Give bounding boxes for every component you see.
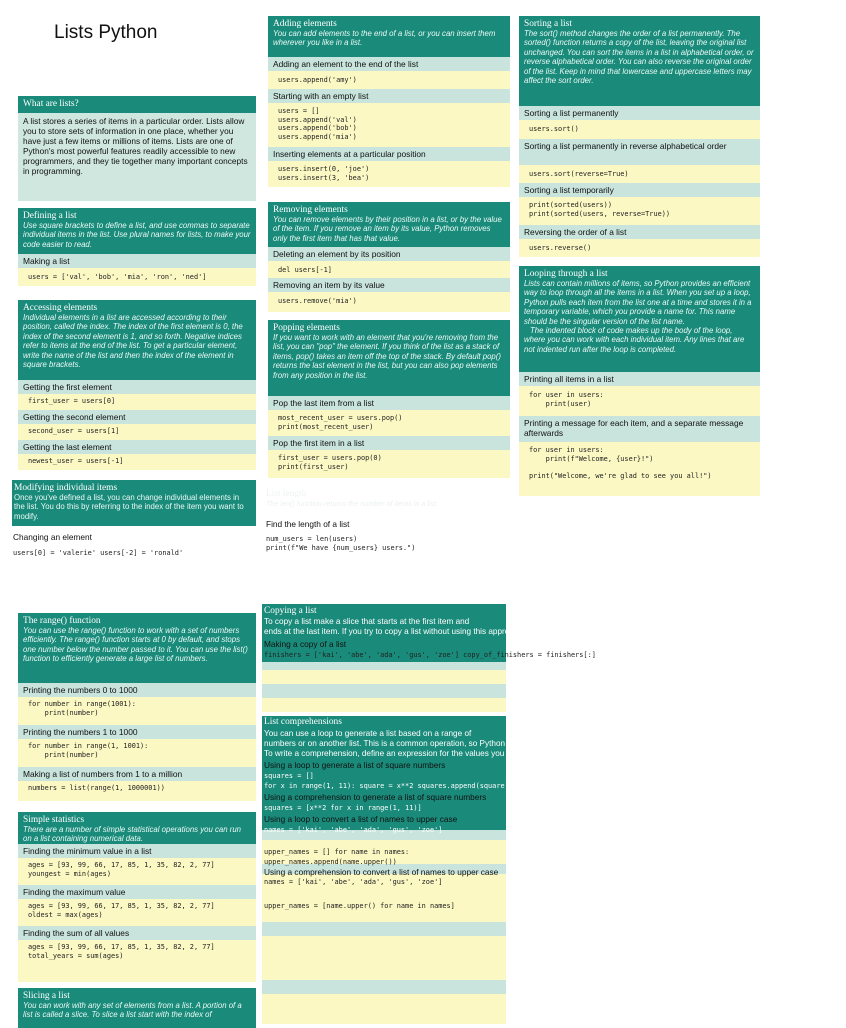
code-block: users.insert(0, 'joe') users.insert(3, 'bea') [268, 161, 510, 187]
list-length-section [266, 489, 506, 508]
section-description: You can work with any set of elements from a list. A portion of a list is called a slice. To slice a list start with the index of [23, 1001, 242, 1020]
subheading: Making a list [18, 254, 256, 268]
code-block: users.append('amy') [268, 71, 510, 89]
section-text: A list stores a series of items in a particular order. Lists allow you to store sets of information in one place, whether you have just a few items or millions of items. Lists are one of Python's most powerful features readily accessible to new programmers, and they tie together many important concepts in programming. [18, 113, 256, 201]
modifying-items-section [12, 480, 256, 526]
subheading: Changing an element [13, 532, 92, 542]
subheading: Using a loop to generate a list of square numbers [264, 760, 446, 770]
section-heading: What are lists? [23, 99, 79, 109]
code-block: for user in users: print(user) [519, 386, 760, 416]
subheading: Finding the maximum value [18, 885, 256, 899]
section-text-line-2 [264, 739, 837, 748]
section-text-line-1: To copy a list make a slice that starts at the first item and [264, 617, 470, 626]
section-description: There are a number of simple statistical operations you can run on a list containing numerical data. [23, 825, 241, 844]
subheading: Sorting a list permanently [519, 106, 760, 120]
code-block: first_user = users.pop(0) print(first_user) [268, 450, 510, 478]
section-heading: List length [266, 489, 307, 499]
code-line: upper_names.append(name.upper()) [264, 858, 397, 866]
text-line-2: ends at the last item. If you try to copy a list without using this approach, whatever you do to the copied list will affect the original list as well. [264, 627, 769, 636]
subheading: Using a comprehension to convert a list of names to upper case [264, 867, 499, 877]
subheading: Inserting elements at a particular position [268, 147, 510, 161]
code-line: upper_names = [] for name in names: [264, 848, 410, 856]
code-block: numbers = list(range(1, 1000001)) [18, 781, 256, 801]
text-line-2: numbers or on another list. This is a common operation, so Python offers a more efficient way to do it. List comprehensions may look complicated at first; if so, [264, 739, 837, 748]
subheading: Pop the first item in a list [268, 436, 510, 450]
code-block: ages = [93, 99, 66, 17, 85, 1, 35, 82, 2, 77] total_years = sum(ages) [18, 940, 256, 967]
section-heading: Adding elements [273, 19, 337, 29]
subheading: Pop the last item from a list [268, 396, 510, 410]
subheading: Finding the sum of all values [18, 926, 256, 940]
section-heading: Simple statistics [23, 815, 85, 825]
section-heading: Modifying individual items [14, 483, 118, 493]
code-block: first_user = users[0] [18, 394, 256, 410]
subheading: Printing a message for each item, and a separate message afterwards [519, 416, 760, 442]
subheading: Finding the minimum value in a list [18, 844, 256, 858]
subheading: Using a loop to convert a list of names to upper case [264, 814, 458, 824]
code-line: squares = [x**2 for x in range(1, 11)] [264, 804, 422, 812]
subheading: Using a comprehension to generate a list of square numbers [264, 792, 487, 802]
section-heading: Defining a list [23, 211, 77, 221]
code-block: for user in users: print(f"Welcome, {user}!") print("Welcome, we're glad to see you all!") [519, 442, 760, 496]
section-heading: Removing elements [273, 205, 348, 215]
section-heading: Popping elements [273, 323, 340, 333]
subheading: Printing the numbers 0 to 1000 [18, 683, 256, 697]
code-block: most_recent_user = users.pop() print(most_recent_user) [268, 410, 510, 436]
section-description: You can add elements to the end of a list, or you can insert them wherever you like in a list. [273, 29, 496, 48]
code-block: users.remove('mia') [268, 292, 510, 312]
accessing-elements-section [18, 300, 256, 470]
code-block: users.sort() [519, 120, 760, 139]
section-description-2: The indented block of code makes up the body of the loop, where you can work with each individual item. Any lines that are not indented run after the loop is completed. [524, 326, 745, 354]
section-description: The sort() method changes the order of a list permanently. The sorted() function returns a copy of the list, leaving the original list unchanged. You can sort the items in a list in alphabetical order, or reverse alphabetical order. You can also reverse the original order of the list. Keep in mind that lowercase and uppercase letters may affect the sort order. [524, 29, 754, 86]
code-block: num_users = len(users) print(f"We have {num_users} users.") [266, 535, 416, 552]
section-text-line-1: You can use a loop to generate a list based on a range of [264, 729, 472, 738]
section-heading: Copying a list [264, 606, 317, 616]
popping-elements-section [268, 320, 510, 478]
code-line: finishers = ['kai', 'abe', 'ada', 'gus', 'zoe'] copy_of_finishers = finishers[:] [264, 651, 596, 659]
code-block: del users[-1] [268, 261, 510, 278]
code-block: for number in range(1001): print(number) [18, 697, 256, 725]
subheading: Getting the first element [18, 380, 256, 394]
subheading: Removing an item by its value [268, 278, 510, 292]
code-line: names = ['kai', 'abe', 'ada', 'gus', 'zoe'] [264, 826, 443, 834]
range-function-section [18, 613, 256, 801]
code-line: users[0] = 'valerie' users[-2] = 'ronald' [13, 549, 184, 557]
subheading: Deleting an element by its position [268, 247, 510, 261]
section-heading: Looping through a list [524, 269, 608, 279]
code-block: ages = [93, 99, 66, 17, 85, 1, 35, 82, 2, 77] youngest = min(ages) [18, 858, 256, 885]
code-block: newest_user = users[-1] [18, 454, 256, 470]
subheading: Starting with an empty list [268, 89, 510, 103]
subheading: Getting the second element [18, 410, 256, 424]
code-line: for x in range(1, 11): square = x**2 squares.append(square) [264, 782, 509, 790]
subheading: Making a list of numbers from 1 to a million [18, 767, 256, 781]
code-block: users.reverse() [519, 239, 760, 257]
subheading: Making a copy of a list [264, 639, 347, 649]
subheading: Printing all items in a list [519, 372, 760, 386]
section-text-line-3 [264, 749, 846, 758]
removing-elements-section [268, 202, 510, 312]
subheading: Find the length of a list [266, 519, 350, 529]
subheading: Printing the numbers 1 to 1000 [18, 725, 256, 739]
page-title: Lists Python [54, 22, 158, 43]
looping-list-section [519, 266, 760, 496]
text-line-3: To write a comprehension, define an expression for the values you want to store in the list. Then write a for loop to generate input values needed to make the list. [264, 749, 846, 758]
section-description: Use square brackets to define a list, and use commas to separate individual items in the list. Use plural names for lists, to make your code easier to read. [23, 221, 251, 249]
section-description: Individual elements in a list are accessed according to their position, called the index. The index of the first element is 0, the index of the second element is 1, and so forth. Negative indices refer to items at the end of the list. To get a particular element, write the name of the list and then the index of the element in square brackets. [23, 313, 243, 370]
code-block: for number in range(1, 1001): print(number) [18, 739, 256, 767]
section-description: Once you've defined a list, you can change individual elements in the list. You do this by referring to the index of the item you want to modify. [14, 493, 244, 521]
what-are-lists-section [18, 96, 256, 201]
section-description: You can remove elements by their position in a list, or by the value of the item. If you remove an item by its value, Python removes only the first item that has that value. [273, 215, 502, 243]
defining-list-section [18, 208, 256, 286]
code-line: upper_names = [name.upper() for name in names] [264, 902, 455, 910]
section-text-line-2 [264, 627, 768, 636]
sorting-list-section [519, 16, 760, 257]
subheading: Sorting a list temporarily [519, 183, 760, 197]
code-block: users = ['val', 'bob', 'mia', 'ron', 'ned'] [18, 268, 256, 286]
section-heading: List comprehensions [264, 717, 342, 727]
subheading: Getting the last element [18, 440, 256, 454]
section-heading: Sorting a list [524, 19, 572, 29]
adding-elements-section [268, 16, 510, 187]
code-block: users = [] users.append('val') users.append('bob') users.append('mia') [268, 103, 510, 147]
code-block: ages = [93, 99, 66, 17, 85, 1, 35, 82, 2, 77] oldest = max(ages) [18, 899, 256, 926]
code-block: users.sort(reverse=True) [519, 165, 760, 183]
slicing-list-section [18, 988, 256, 1024]
empty-band [18, 967, 256, 982]
code-line: squares = [] [264, 772, 314, 780]
subheading: Reversing the order of a list [519, 225, 760, 239]
section-description: The len() function returns the number of items in a list. [266, 499, 439, 508]
section-heading: Slicing a list [23, 991, 70, 1001]
simple-statistics-section [18, 812, 256, 982]
section-description: You can use the range() function to work with a set of numbers efficiently. The range() function starts at 0 by default, and stops one number below the number passed to it. You can use the list() function to efficiently generate a large list of numbers. [23, 626, 248, 664]
section-description: Lists can contain millions of items, so Python provides an efficient way to loop through all the items in a list. When you set up a loop, Python pulls each item from the list one at a time and stores it in a temporary variable, which you provide a name for. This name should be the singular version of the list name. [524, 279, 752, 326]
code-line: names = ['kai', 'abe', 'ada', 'gus', 'zoe'] [264, 878, 443, 886]
subheading: Sorting a list permanently in reverse alphabetical order [519, 139, 760, 165]
code-block: second_user = users[1] [18, 424, 256, 440]
subheading: Adding an element to the end of the list [268, 57, 510, 71]
section-heading: Accessing elements [23, 303, 98, 313]
section-description: If you want to work with an element that you're removing from the list, you can "pop" the element. If you think of the list as a stack of items, pop() takes an item off the top of the stack. By default pop() returns the last element in the list, but you can also pop elements from any position in the list. [273, 333, 501, 380]
section-heading: The range() function [23, 616, 101, 626]
code-block: print(sorted(users)) print(sorted(users, reverse=True)) [519, 197, 760, 225]
